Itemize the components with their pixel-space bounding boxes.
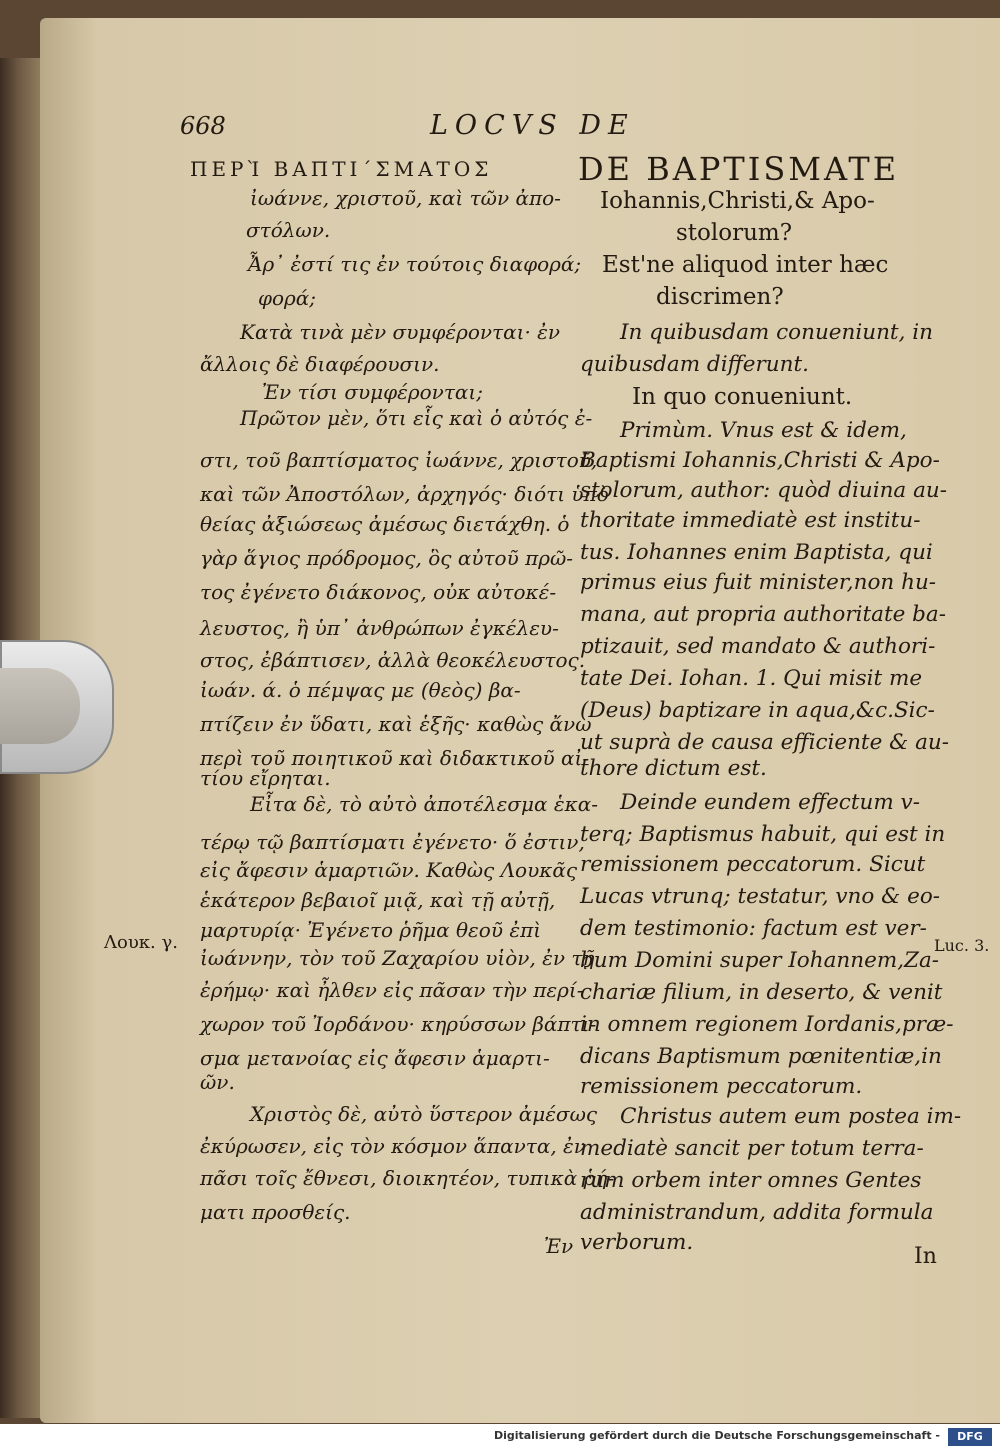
latin-text-line: ut suprà de causa efficiente & au- — [580, 730, 950, 755]
latin-text-line: remissionem peccatorum. — [580, 1074, 863, 1099]
catchword-latin: In — [914, 1244, 937, 1269]
latin-text-line: terq; Baptismus habuit, qui est in — [580, 822, 946, 847]
latin-text-line: verborum. — [580, 1230, 694, 1255]
latin-text-line: Est'ne aliquod inter hæc — [602, 252, 889, 278]
latin-text-line: In quo conueniunt. — [632, 384, 853, 410]
greek-column-title: ΠΕΡῚ ΒΑΠΤΙ΄ΣΜΑΤΟΣ — [190, 157, 493, 181]
greek-text-line: περὶ τοῦ ποιητικοῦ καὶ διδακτικοῦ αἰ- — [200, 746, 590, 770]
greek-text-line: τέρῳ τῷ βαπτίσματι ἐγένετο· ὅ ἐστιν, — [200, 830, 585, 854]
greek-text-line: ἐρήμῳ· καὶ ἦλθεν εἰς πᾶσαν τὴν περί- — [200, 978, 584, 1002]
dfg-logo: DFG — [948, 1428, 992, 1446]
latin-text-line: rum orbem inter omnes Gentes — [580, 1168, 922, 1193]
greek-text-line: πτίζειν ἐν ὕδατι, καὶ ἑξῆς· καθὼς ἄνω — [200, 712, 592, 736]
latin-text-line: mana, aut propria authoritate ba- — [580, 602, 946, 627]
greek-text-line: Εἶτα δὲ, τὸ αὐτὸ ἀποτέλεσμα ἑκα- — [250, 792, 598, 816]
greek-text-line: ἰωάννην, τὸν τοῦ Ζαχαρίου υἱὸν, ἐν τῇ — [200, 946, 595, 970]
latin-text-line: administrandum, addita formula — [580, 1200, 934, 1225]
page-number: 668 — [180, 112, 226, 140]
latin-text-line: mediatè sancit per totum terra- — [580, 1136, 924, 1161]
greek-text-line: φορά; — [258, 286, 317, 310]
latin-margin-note: Luc. 3. — [934, 936, 990, 955]
greek-text-line: ἰωάννε, χριστοῦ, καὶ τῶν ἀπο- — [250, 186, 561, 210]
latin-text-line: stolorum, author: quòd diuina au- — [580, 478, 948, 503]
latin-text-line: remissionem peccatorum. Sicut — [580, 852, 926, 877]
greek-text-line: ἄλλοις δὲ διαφέρουσιν. — [200, 352, 440, 376]
greek-text-line: τος ἐγένετο διάκονος, οὐκ αὐτοκέ- — [200, 580, 557, 604]
latin-text-line: ptizauit, sed mandato & authori- — [580, 634, 936, 659]
latin-text-line: tus. Iohannes enim Baptista, qui — [580, 540, 933, 565]
greek-text-line: στος, ἐβάπτισεν, ἀλλὰ θεοκέλευστος. — [200, 648, 586, 672]
running-head: LOCVS DE — [430, 110, 635, 141]
latin-text-line: discrimen? — [656, 284, 784, 310]
latin-column-title: DE BAPTISMATE — [578, 150, 900, 188]
latin-text-line: Primùm. Vnus est & idem, — [620, 418, 907, 443]
greek-text-line: γὰρ ἅγιος πρόδρομος, ὃς αὐτοῦ πρῶ- — [200, 546, 574, 570]
greek-text-line: πᾶσι τοῖς ἔθνεσι, διοικητέον, τυπικὰ ῥή- — [200, 1166, 615, 1190]
greek-text-line: ῶν. — [200, 1070, 235, 1094]
greek-text-line: ἐκύρωσεν, εἰς τὸν κόσμον ἅπαντα, ἐν — [200, 1134, 586, 1158]
greek-text-line: ἑκάτερον βεβαιοῖ μιᾷ, καὶ τῇ αὐτῇ, — [200, 888, 556, 912]
latin-text-line: In quibusdam conueniunt, in — [620, 320, 933, 345]
latin-text-line: quibusdam differunt. — [580, 352, 809, 377]
catchword-greek: Ἐν — [544, 1234, 574, 1258]
latin-text-line: Deinde eundem effectum v- — [620, 790, 920, 815]
greek-text-line: μαρτυρίᾳ· Ἐγένετο ῥῆμα θεοῦ ἐπὶ — [200, 918, 542, 942]
greek-text-line: στι, τοῦ βαπτίσματος ἰωάννε, χριστοῦ, — [200, 448, 598, 472]
latin-text-line: Lucas vtrunq; testatur, vno & eo- — [580, 884, 941, 909]
greek-text-line: Πρῶτον μὲν, ὅτι εἷς καὶ ὁ αὐτός ἐ- — [240, 406, 593, 430]
latin-text-line: dem testimonio: factum est ver- — [580, 916, 927, 941]
greek-text-line: χωρον τοῦ Ἰορδάνου· κηρύσσων βάπτι- — [200, 1012, 597, 1036]
footer-credit: Digitalisierung gefördert durch die Deutsche Forschungsgemeinschaft - — [493, 1429, 940, 1442]
latin-text-line: Iohannis,Christi,& Apo- — [600, 188, 875, 214]
latin-text-line: dicans Baptismum pœnitentiæ,in — [580, 1044, 942, 1069]
latin-text-line: Baptismi Iohannis,Christi & Apo- — [580, 448, 940, 473]
greek-text-line: τίου εἴρηται. — [200, 766, 331, 790]
latin-text-line: stolorum? — [676, 220, 793, 246]
latin-text-line: primus eius fuit minister,non hu- — [580, 570, 937, 595]
latin-text-line: tate Dei. Iohan. 1. Qui misit me — [580, 666, 923, 691]
book-clip-inner — [0, 668, 80, 744]
greek-text-line: Χριστὸς δὲ, αὐτὸ ὕστερον ἀμέσως — [250, 1102, 598, 1126]
greek-text-line: Ἆρ᾽ ἐστί τις ἐν τούτοις διαφορά; — [248, 252, 582, 276]
latin-text-line: Christus autem eum postea im- — [620, 1104, 962, 1129]
greek-text-line: λευστος, ἢ ὑπ᾽ ἀνθρώπων ἐγκέλευ- — [200, 616, 559, 640]
greek-text-line: καὶ τῶν Ἀποστόλων, ἀρχηγός· διότι ὑπὸ — [200, 482, 609, 506]
latin-text-line: thore dictum est. — [580, 756, 767, 781]
greek-text-line: Ἐν τίσι συμφέρονται; — [262, 380, 483, 404]
greek-text-line: σμα μετανοίας εἰς ἄφεσιν ἁμαρτι- — [200, 1046, 550, 1070]
greek-text-line: στόλων. — [246, 218, 331, 242]
greek-text-line: εἰς ἄφεσιν ἁμαρτιῶν. Καθὼς Λουκᾶς — [200, 858, 578, 882]
latin-text-line: (Deus) baptizare in aqua,&c.Sic- — [580, 698, 935, 723]
latin-text-line: chariæ filium, in deserto, & venit — [580, 980, 943, 1005]
latin-text-line: thoritate immediatè est institu- — [580, 508, 921, 533]
greek-text-line: Κατὰ τινὰ μὲν συμφέρονται· ἐν — [240, 320, 561, 344]
greek-text-line: ματι προσθείς. — [200, 1200, 351, 1224]
greek-text-line: θείας ἀξιώσεως ἀμέσως διετάχθη. ὁ — [200, 512, 570, 536]
greek-margin-note: Λουκ. γ. — [104, 932, 178, 953]
latin-text-line: bum Domini super Iohannem,Za- — [580, 948, 940, 973]
greek-text-line: ἰωάν. ά. ὁ πέμψας με (θεὸς) βα- — [200, 678, 521, 702]
latin-text-line: in omnem regionem Iordanis,præ- — [580, 1012, 954, 1037]
